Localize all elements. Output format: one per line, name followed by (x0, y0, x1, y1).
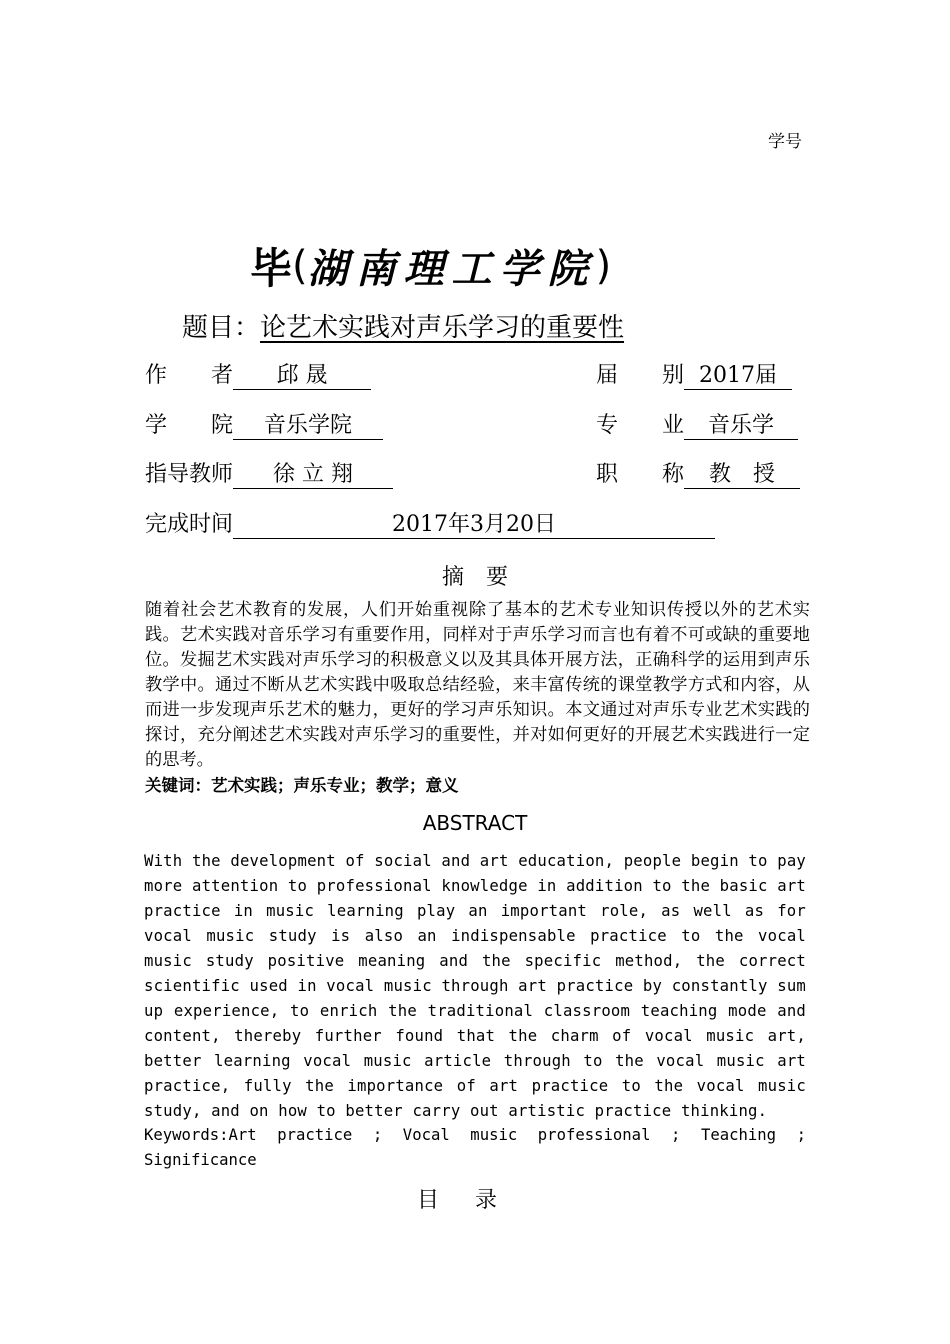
toc-heading-text: 目录 (416, 1188, 533, 1213)
session-label: 届 别 (596, 363, 685, 388)
keywords-en: Keywords:Art practice ; Vocal music professional ; Teaching ; Significance (144, 1126, 806, 1169)
keywords-cn: 关键词：艺术实践；声乐专业；教学；意义 (145, 776, 459, 795)
author-label: 作 者 (145, 363, 234, 388)
date-row (145, 509, 715, 541)
date-value: 2017年3月20日 (233, 512, 715, 539)
date-label: 完成时间 (145, 512, 234, 537)
session-value: 2017届 (684, 363, 792, 390)
thesis-title-label: 题目： (182, 313, 261, 343)
session-row (596, 360, 792, 392)
abstract-en-body: With the development of social and art education, people begin to pay more attention to professional knowledge in addition to the basic art practice in music learning play an important role, as well as for vocal music study is also an indispensable practice to the vocal music study positive meaning and the specific method, the correct scientific used in vocal music through art practice by constantly sum up experience, to enrich the traditional classroom teaching mode and content, thereby further found that the charm of vocal music art, better learning vocal music article through to the vocal music art practice, fully the importance of art practice to the vocal music study, and on how to better carry out artistic practice thinking. (144, 852, 806, 1120)
advisor-value: 徐 立 翔 (233, 462, 393, 489)
advisor-row (145, 459, 393, 491)
author-row (145, 360, 371, 392)
author-value: 邱 晟 (233, 363, 371, 390)
rank-label: 职 称 (596, 462, 685, 487)
cover-header (250, 236, 611, 296)
rank-row (596, 459, 800, 491)
major-value: 音乐学 (684, 413, 798, 440)
cover-bracket-right: ) (595, 243, 612, 289)
toc-heading (0, 1183, 950, 1214)
rank-value: 教 授 (684, 462, 800, 489)
college-row (145, 410, 383, 442)
thesis-title (182, 307, 624, 344)
abstract-cn-heading: 摘要 (441, 565, 530, 590)
advisor-label: 指导教师 (145, 462, 234, 487)
student-number-label: 学号 (768, 132, 802, 152)
major-row (596, 410, 798, 442)
abstract-cn-body: 随着社会艺术教育的发展，人们开始重视除了基本的艺术专业知识传授以外的艺术实践。艺术实践对音乐学习有重要作用，同样对于声乐学习而言也有着不可或缺的重要地位。发掘艺术实践对声乐学习的积极意义以及其具体开展方法，正确科学的运用到声乐教学中。通过不断从艺术实践中吸取总结经验，来丰富传统的课堂教学方式和内容，从而进一步发现声乐艺术的魅力，更好的学习声乐知识。本文通过对声乐专业艺术实践的探讨，充分阐述艺术实践对声乐学习的重要性，并对如何更好的开展艺术实践进行一定的思考。 (145, 600, 810, 770)
college-label: 学 院 (145, 413, 234, 438)
cover-prefix: 毕 (250, 244, 293, 293)
college-value: 音乐学院 (233, 413, 383, 440)
thesis-title-value: 论艺术实践对声乐学习的重要性 (260, 313, 625, 343)
major-label: 专 业 (596, 413, 685, 438)
abstract-en-heading: ABSTRACT (422, 811, 528, 835)
cover-bracket-left: ( (292, 243, 308, 289)
school-name: 湖南理工学院 (307, 245, 596, 293)
